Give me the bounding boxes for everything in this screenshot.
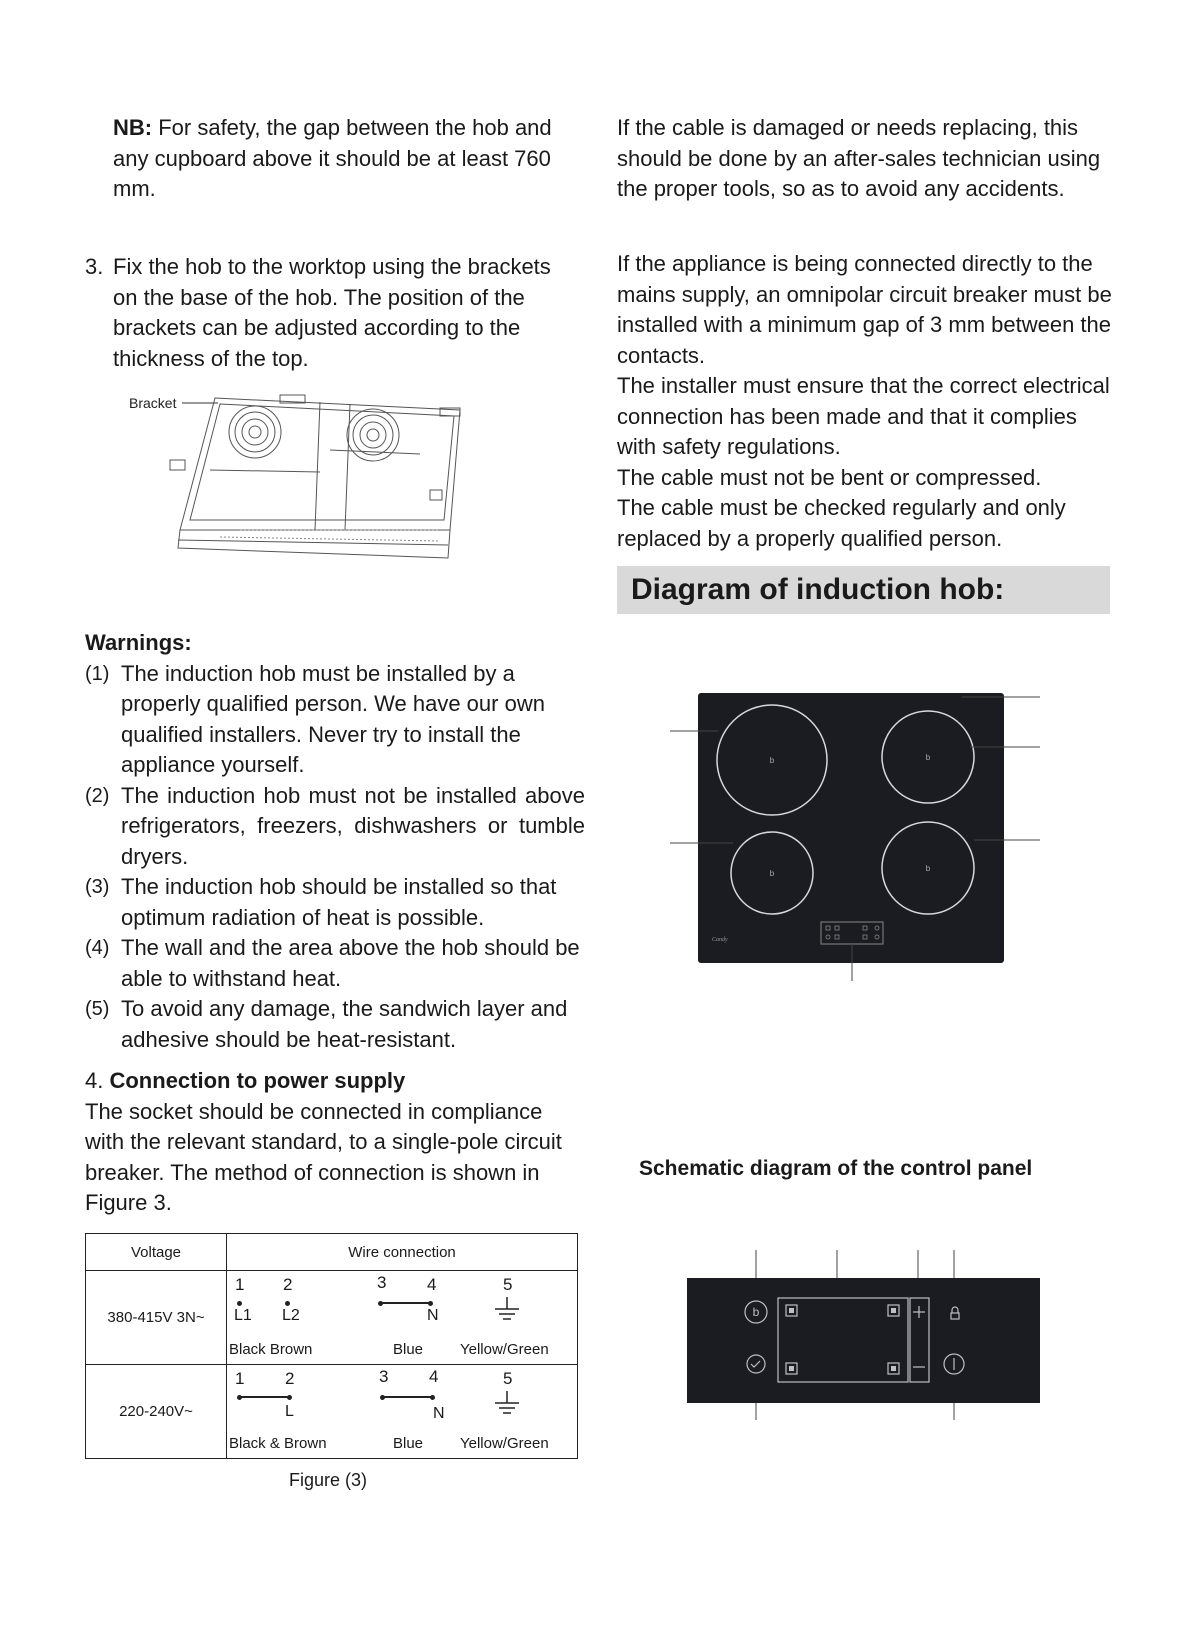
warnings-title: Warnings: bbox=[85, 630, 192, 655]
cable-note: If the cable is damaged or needs replacing, this should be done by an after-sales technician using the proper tools, so as to avoid any accidents. bbox=[617, 115, 1101, 201]
wire-diagram-cell bbox=[227, 1365, 578, 1459]
svg-text:b: b bbox=[752, 1305, 760, 1319]
mains-paragraph: The installer must ensure that the correct electrical connection has been made and that it complies with safety regulations. bbox=[617, 373, 1110, 459]
warning-text: The induction hob must be installed by a properly qualified person. We have our own qualified installers. Never try to install the appliance yourself. bbox=[121, 660, 545, 777]
wiring-table bbox=[85, 1233, 578, 1459]
terminal-number: 5 bbox=[503, 1275, 513, 1294]
warning-text: The induction hob should be installed so that optimum radiation of heat is possible. bbox=[121, 874, 557, 930]
hob-top-diagram bbox=[670, 685, 1050, 985]
voltage-cell: 220-240V~ bbox=[86, 1365, 227, 1459]
warning-number: (2) bbox=[85, 784, 110, 807]
warning-text: The wall and the area above the hob should be able to withstand heat. bbox=[121, 935, 580, 991]
bridge-line bbox=[382, 1396, 432, 1398]
step-4-title: Connection to power supply bbox=[109, 1068, 406, 1093]
step-3-text: Fix the hob to the worktop using the brackets on the base of the hob. The position of the brackets can be adjusted according to the thickness of the top. bbox=[113, 254, 551, 371]
nb-text: For safety, the gap between the hob and any cupboard above it should be at least 760 mm. bbox=[113, 115, 552, 201]
diagram-heading: Diagram of induction hob: bbox=[617, 566, 1110, 614]
step-4-text: The socket should be connected in compliance with the relevant standard, to a single-pole circuit breaker. The method of connection is shown in Figure 3. bbox=[85, 1098, 562, 1215]
schematic-title: Schematic diagram of the control panel bbox=[639, 1157, 1033, 1180]
line-label: N bbox=[427, 1307, 439, 1324]
brand-logo: Candy bbox=[712, 937, 728, 943]
table-row bbox=[86, 1271, 578, 1365]
wire-color-label: Yellow/Green bbox=[460, 1435, 549, 1452]
terminal-number: 3 bbox=[377, 1273, 387, 1292]
step-4-number: 4. bbox=[85, 1068, 104, 1093]
line-label: L1 bbox=[234, 1307, 252, 1324]
wire-color-label: Blue bbox=[393, 1435, 424, 1452]
svg-text:b: b bbox=[925, 864, 931, 873]
mains-paragraph: The cable must not be bent or compressed. bbox=[617, 464, 1042, 490]
terminal-number: 2 bbox=[283, 1275, 293, 1294]
terminal-dot bbox=[237, 1301, 242, 1306]
ground-icon bbox=[493, 1389, 521, 1419]
control-panel-schematic bbox=[680, 1250, 1050, 1420]
bridge-line bbox=[239, 1396, 289, 1398]
step-4 bbox=[85, 1066, 585, 1219]
terminal-number: 1 bbox=[235, 1369, 245, 1388]
mains-notes bbox=[617, 249, 1117, 554]
warning-number: (4) bbox=[85, 937, 110, 959]
terminal-number: 2 bbox=[285, 1369, 295, 1388]
warning-item bbox=[85, 781, 585, 873]
wire-color-label: Yellow/Green bbox=[460, 1341, 549, 1358]
warning-text: To avoid any damage, the sandwich layer and adhesive should be heat-resistant. bbox=[121, 996, 568, 1052]
warning-item bbox=[85, 659, 585, 781]
ground-icon bbox=[493, 1295, 521, 1325]
nb-label: NB: bbox=[113, 115, 153, 140]
table-row bbox=[86, 1365, 578, 1459]
warning-text: The induction hob must not be installed above refrigerators, freezers, dishwashers or tumble dryers. bbox=[121, 782, 585, 869]
svg-text:b: b bbox=[925, 753, 931, 762]
svg-text:b: b bbox=[769, 756, 775, 765]
terminal-number: 4 bbox=[429, 1367, 439, 1386]
warnings-section bbox=[85, 628, 585, 1055]
terminal-number: 5 bbox=[503, 1369, 513, 1388]
mains-paragraph: If the appliance is being connected directly to the mains supply, an omnipolar circuit breaker must be installed with a minimum gap of 3 mm between the contacts. bbox=[617, 251, 1112, 368]
bracket-label: Bracket bbox=[129, 395, 177, 411]
warning-number: (1) bbox=[85, 662, 110, 685]
voltage-header: Voltage bbox=[86, 1234, 227, 1271]
wire-color-label: Black & Brown bbox=[229, 1435, 327, 1452]
warning-item bbox=[85, 994, 585, 1055]
step-3-number: 3. bbox=[85, 254, 104, 279]
line-label: L bbox=[285, 1403, 294, 1420]
wire-connection-header: Wire connection bbox=[227, 1234, 578, 1271]
svg-text:b: b bbox=[769, 869, 775, 878]
warning-item bbox=[85, 933, 585, 994]
bridge-line bbox=[380, 1302, 430, 1304]
voltage-cell: 380-415V 3N~ bbox=[86, 1271, 227, 1365]
wire-color-label: Black Brown bbox=[229, 1341, 313, 1358]
terminal-number: 3 bbox=[379, 1367, 389, 1386]
line-label: L2 bbox=[282, 1307, 300, 1324]
control-panel-glass bbox=[687, 1278, 1040, 1403]
figure-caption: Figure (3) bbox=[289, 1470, 368, 1490]
terminal-number: 1 bbox=[235, 1275, 245, 1294]
terminal-dot bbox=[285, 1301, 290, 1306]
step-4-heading bbox=[85, 1066, 585, 1097]
warning-number: (3) bbox=[85, 876, 110, 898]
warning-number: (5) bbox=[85, 998, 110, 1020]
table-header-row bbox=[86, 1234, 578, 1271]
hob-bracket-illustration bbox=[120, 390, 520, 590]
wire-diagram-cell bbox=[227, 1271, 578, 1365]
mains-paragraph: The cable must be checked regularly and only replaced by a properly qualified person. bbox=[617, 495, 1066, 551]
warning-item bbox=[85, 872, 585, 933]
nb-note bbox=[113, 113, 573, 205]
wire-color-label: Blue bbox=[393, 1341, 424, 1358]
terminal-number: 4 bbox=[427, 1275, 437, 1294]
line-label: N bbox=[433, 1405, 445, 1422]
